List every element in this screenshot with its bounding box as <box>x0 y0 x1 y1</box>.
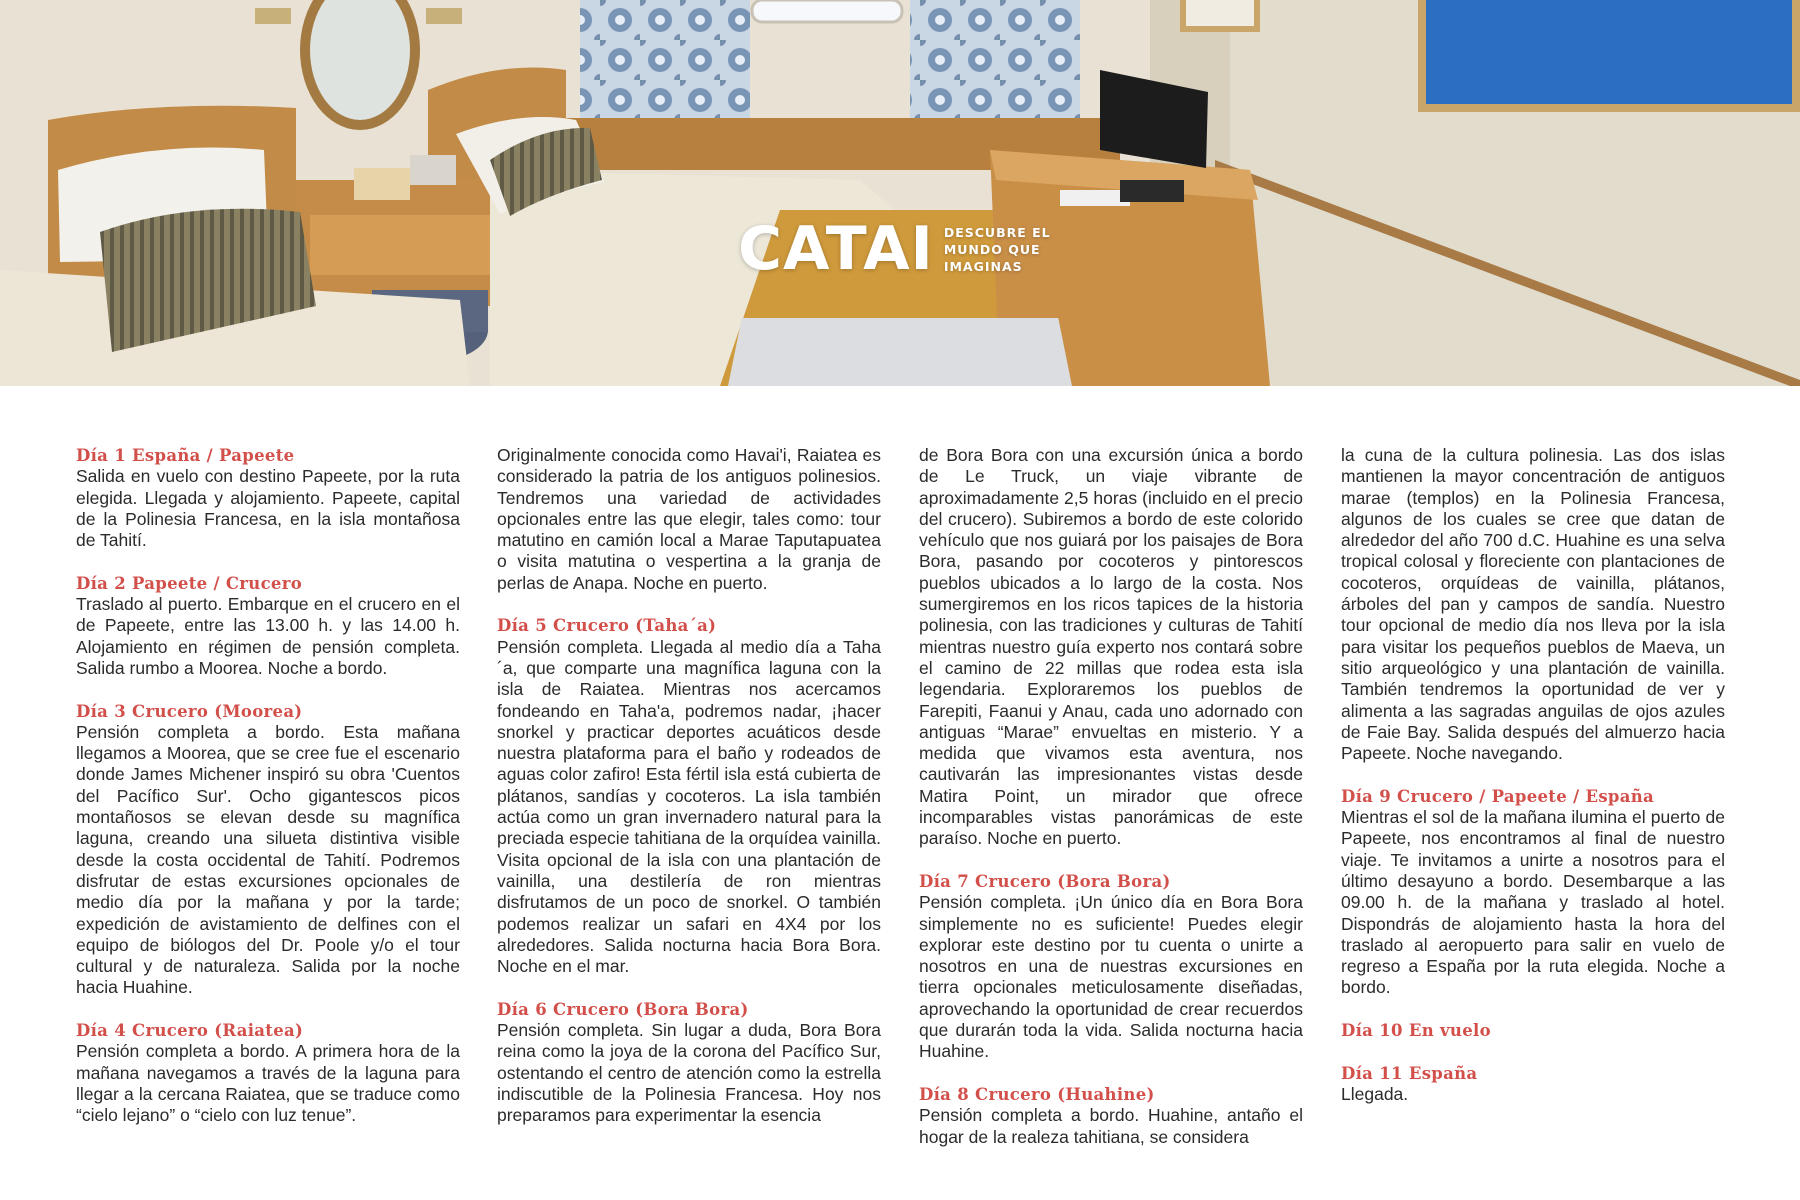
brand-tagline-line: MUNDO QUE <box>943 241 1041 257</box>
day-9 <box>1341 786 1725 999</box>
day-description: Pensión completa. ¡Un único día en Bora Bora simplemente no es suficiente! Puedes elegir explorar este destino por tu cuenta o unirte a nosotros en una de nuestras excursiones en tierra opcionales meticulosamente diseñadas, aprovechando la oportunidad de crear recuerdos que durarán toda la vida. Salida nocturna hacia Huahine. <box>919 892 1303 1062</box>
brand-name: CATAI <box>738 214 934 284</box>
brand-tagline-line: DESCUBRE EL <box>943 224 1051 240</box>
day-10 <box>1341 1020 1725 1041</box>
day-7 <box>919 871 1303 1063</box>
day-description: Pensión completa. Sin lugar a duda, Bora Bora reina como la joya de la corona del Pacífico Sur, ostentando el centro de atención como la estrella indiscutible de la Polinesia Francesa. Hoy nos preparamos para experimentar la esencia <box>497 1020 881 1126</box>
day-6 <box>497 999 881 1127</box>
day-5 <box>497 615 881 977</box>
day-description: Llegada. <box>1341 1083 1409 1104</box>
day-8-continuation: la cuna de la cultura polinesia. Las dos islas mantienen la mayor concentración de antiguos marae (templos) en la Polinesia Francesa, algunos de los cuales se cree que datan de alrededor del año 700 d.C. Huahine es una selva tropical colosal y floreciente con plantaciones de cocoteros, orquídeas de vainilla, plátanos, árboles del pan y campos de sandía. Nuestro tour opcional de medio día nos lleva por la isla para visitar los pequeños pueblos de Maeva, un sitio arqueológico y una plantación de vainilla. También tendremos la oportunidad de ver y alimenta a las sagradas anguilas de ojos azules de Faie Bay. Salida después del almuerzo hacia Papeete. Noche navegando. <box>1341 445 1725 764</box>
day-6-continuation: de Bora Bora con una excursión única a bordo de Le Truck, un viaje vibrante de aproximadamente 2,5 horas (incluido en el precio del crucero). Subiremos a bordo de este colorido vehículo que nos guiará por los paisajes de Bora Bora, pasando por cocoteros y pintorescos pueblos ubicados a lo largo de la costa. Nos sumergiremos en los ricos tapices de la historia polinesia, con las tradiciones y culturas de Tahití mientras nuestro guía experto nos contará sobre el camino de 22 millas que rodea esta isla legendaria. Exploraremos los pueblos de Farepiti, Faanui y Anau, cada uno adornado con antiguas “Marae” envueltas en misterio. Y a medida que vivamos esta aventura, nos cautivarán las impresionantes vistas desde Matira Point, un mirador que ofrece incomparables vistas panorámicas de este paraíso. Noche en puerto. <box>919 445 1303 849</box>
day-title: Día 1 España / Papeete <box>76 446 295 465</box>
day-title: Día 10 En vuelo <box>1341 1021 1491 1041</box>
day-title: Día 6 Crucero (Bora Bora) <box>497 999 749 1019</box>
brand-logo <box>738 214 1051 284</box>
itinerary-column-2 <box>497 445 881 1148</box>
decorative-tab <box>728 318 1072 386</box>
day-3 <box>76 701 460 999</box>
day-11 <box>1341 1063 1725 1106</box>
day-description: Mientras el sol de la mañana ilumina el puerto de Papeete, nos encontramos al final de nuestro viaje. Te invitamos a unirte a nosotros para el último desayuno a bordo. Desembarque a las 09.00 h. de la mañana y traslado al hotel. Dispondrás de alojamiento hasta la hora del traslado al aeropuerto para salir en vuelo de regreso a España por la ruta elegida. Noche a bordo. <box>1341 807 1725 998</box>
day-description: Pensión completa a bordo. Huahine, antaño el hogar de la realeza tahitiana, se considera <box>919 1105 1303 1147</box>
day-description: Pensión completa. Llegada al medio día a Taha´a, que comparte una magnífica laguna con la isla de Raiatea. Mientras nos acercamos fondeando en Taha'a, podremos nadar, ¡hacer snorkel y practicar deportes acuáticos desde nuestra plataforma para el baño y rodeados de aguas color zafiro! Esta fértil isla está cubierta de plátanos, sandías y cocoteros. La isla también actúa como un gran invernadero natural para la preciada especie tahitiana de la orquídea vainilla. Visita opcional de la isla con una plantación de vainilla, una destilería de ron mientras disfrutamos de un poco de snorkel. O también podemos realizar un safari en 4X4 por los alrededores. Salida nocturna hacia Bora Bora. Noche en el mar. <box>497 636 881 977</box>
day-title: Día 7 Crucero (Bora Bora) <box>919 871 1171 891</box>
itinerary-column-1 <box>76 445 460 1148</box>
day-title: Día 8 Crucero (Huahine) <box>919 1084 1155 1104</box>
cabin-photo <box>0 0 1800 386</box>
day-4-continuation: Originalmente conocida como Havai'i, Raiatea es considerado la patria de los antiguos polinesios. Tendremos una variedad de actividades opcionales entre las que elegir, tales como: tour matutino en camión local a Marae Taputapuatea o visita matutina o vespertina a la granja de perlas de Anapa. Noche en puerto. <box>497 445 881 593</box>
day-description: Pensión completa a bordo. A primera hora de la mañana navegamos a través de la laguna para llegar a la cercana Raiatea, que se traduce como “cielo lejano” o “cielo con luz tenue”. <box>76 1041 460 1126</box>
day-2 <box>76 573 460 679</box>
day-title: Día 4 Crucero (Raiatea) <box>76 1021 304 1041</box>
day-description: Salida en vuelo con destino Papeete, por la ruta elegida. Llegada y alojamiento. Papeete, capital de la Polinesia Francesa, en la isla montañosa de Tahití. <box>76 466 460 551</box>
itinerary-column-3 <box>919 445 1303 1169</box>
day-4 <box>76 1020 460 1126</box>
brand-tagline <box>944 224 1051 275</box>
day-title: Día 11 España <box>1341 1063 1478 1083</box>
day-title: Día 2 Papeete / Crucero <box>76 573 303 593</box>
day-title: Día 3 Crucero (Moorea) <box>76 701 303 721</box>
brand-tagline-line: IMAGINAS <box>943 258 1023 274</box>
day-1 <box>76 445 460 551</box>
day-description: Traslado al puerto. Embarque en el crucero en el de Papeete, entre las 13.00 h. y las 14.00 h. Alojamiento en régimen de pensión completa. Salida rumbo a Moorea. Noche a bordo. <box>76 594 460 678</box>
day-title: Día 9 Crucero / Papeete / España <box>1341 786 1655 806</box>
itinerary-column-4 <box>1341 445 1725 1127</box>
day-title: Día 5 Crucero (Taha´a) <box>497 616 717 636</box>
day-8 <box>919 1084 1303 1148</box>
day-description: Pensión completa a bordo. Esta mañana llegamos a Moorea, que se cree fue el escenario donde James Michener inspiró su obra 'Cuentos del Pacífico Sur'. Ocho gigantescos picos montañosos se elevan desde su magnífica laguna, creando una silueta distintiva visible desde la costa occidental de Tahití. Podremos disfrutar de estas excursiones opcionales de medio día por la mañana y por la tarde; expedición de avistamiento de delfines con el equipo de biólogos del Dr. Poole y/o el tour cultural y de naturaleza. Salida por la noche hacia Huahine. <box>76 721 460 998</box>
